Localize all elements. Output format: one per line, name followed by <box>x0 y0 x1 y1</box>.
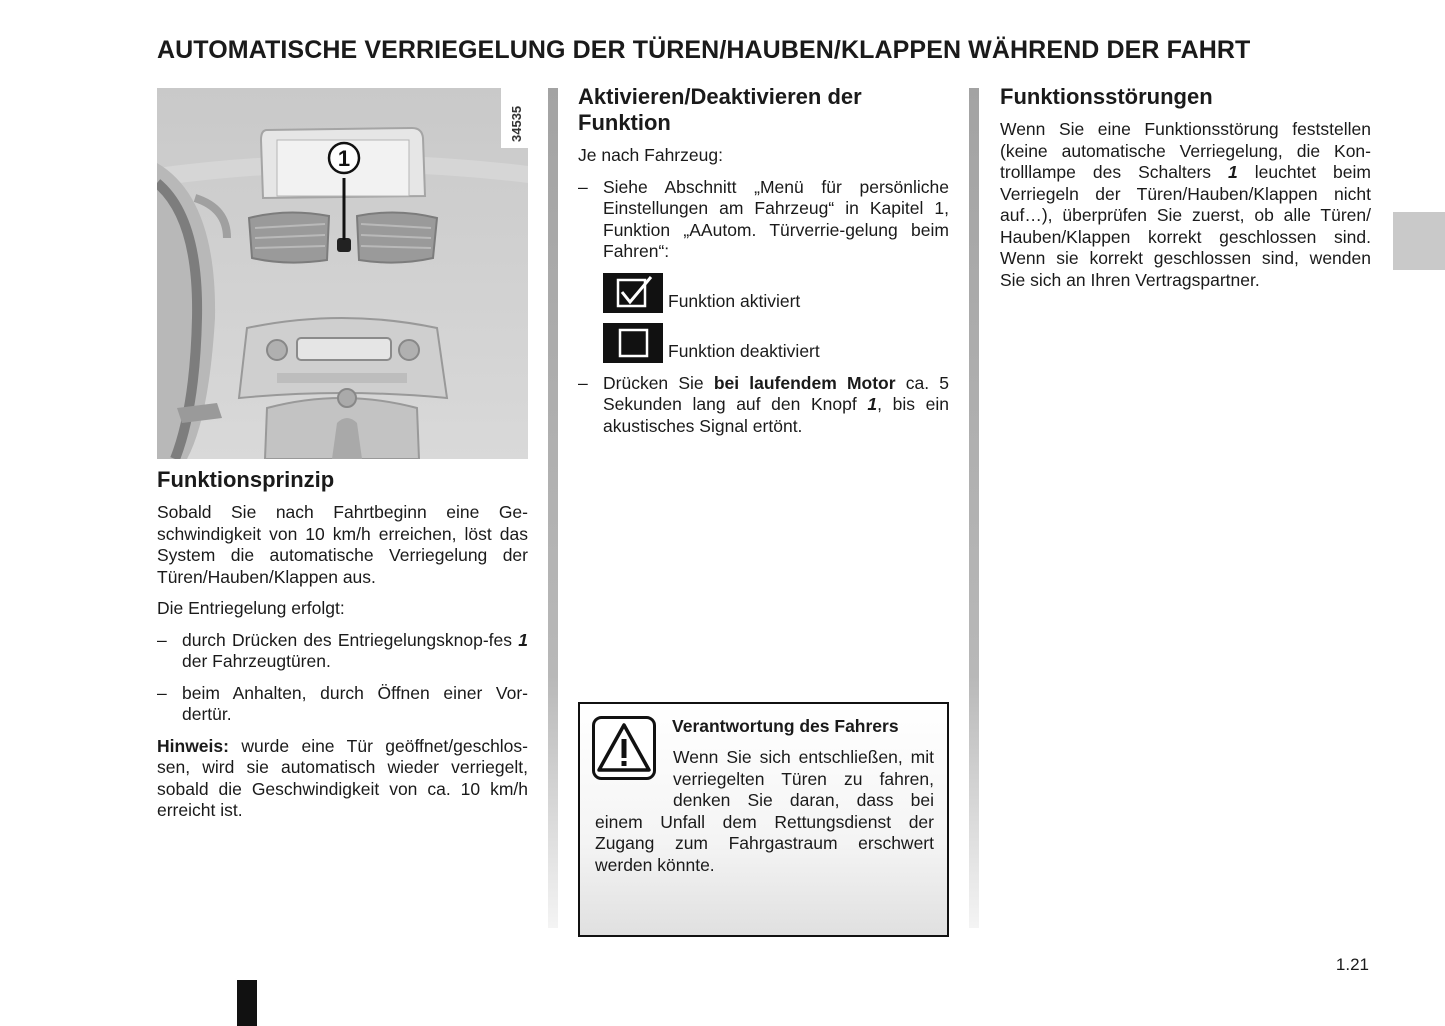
dashboard-illustration <box>157 88 528 459</box>
chapter-tab <box>1393 212 1445 270</box>
list-text: Drücken Sie <box>603 372 714 393</box>
print-mark <box>237 980 257 1026</box>
note-label: Hinweis: <box>157 735 229 756</box>
callout-number: 1 <box>337 146 351 171</box>
warning-text-block <box>595 747 934 876</box>
column-left <box>157 84 528 832</box>
list-text: beim Anhalten, durch Öffnen einer Vor-dertür. <box>182 682 528 724</box>
dashboard-drawing <box>157 88 528 459</box>
status-label: Funktion aktiviert <box>668 291 801 311</box>
note <box>157 736 528 822</box>
list-text: , bis ein akustisches Signal ertönt. <box>603 394 949 436</box>
paragraph <box>1000 119 1371 291</box>
section-heading: Funktionsstörungen <box>1000 84 1213 109</box>
list-item <box>157 683 528 726</box>
checkbox-checked-icon <box>603 273 663 313</box>
list-text: ca. 5 Sekunden lang auf den Knopf <box>603 372 949 414</box>
page-number: 1.21 <box>1335 955 1369 974</box>
warning-text: Wenn Sie sich entschließen, mit verriegelten Türen zu fahren, denken Sie daran, dass bei einem Unfall dem Rettungsdienst der Zugang zum Fahrgastraum erschwert werden könnte. <box>595 747 934 875</box>
figure-code: 34535 <box>509 105 524 142</box>
section-heading: Funktionsprinzip <box>157 467 335 492</box>
checkbox-empty-icon <box>603 323 663 363</box>
list-text: Siehe Abschnitt „Menü für persönliche Einstellungen am Fahrzeug“ in Kapitel 1, Funktion „AAutom. Türverrie-gelung beim Fahren“: <box>603 176 949 261</box>
warning-box <box>578 702 949 937</box>
paragraph-text: Wenn Sie eine Funktionsstörung feststellen (keine automatische Verriegelung, die Kon-trolllampe des Schalters <box>1000 119 1371 182</box>
paragraph-text: leuchtet beim Verriegeln der Türen/Hauben/Klappen nicht auf…), überprüfen Sie zuerst, ob alle Türen/ Hauben/Klappen korrekt geschlossen sind. Wenn sie korrekt geschlossen sind, wenden Sie sich an Ihren Vertragspartner. <box>1000 162 1371 290</box>
status-label: Funktion deaktiviert <box>668 341 820 361</box>
list-item <box>157 630 528 673</box>
list-text: der Fahrzeugtüren. <box>182 651 331 671</box>
column-divider <box>548 88 558 928</box>
emphasis: bei laufendem Motor <box>713 372 896 393</box>
paragraph: Sobald Sie nach Fahrtbeginn eine Ge-schwindigkeit von 10 km/h erreichen, löst das System die automatische Verriegelung der Türen/Hauben/Klappen aus. <box>157 502 528 587</box>
list-text: durch Drücken des Entriegelungsknop-fes <box>182 629 519 650</box>
paragraph: Die Entriegelung erfolgt: <box>157 598 345 618</box>
status-activated <box>603 273 949 313</box>
dash: – <box>157 682 167 703</box>
note-text: wurde eine Tür geöffnet/geschlos-sen, wird sie automatisch wieder verriegelt, sobald die Geschwindigkeit von ca. 10 km/h erreicht ist. <box>157 735 528 820</box>
status-deactivated <box>603 323 949 363</box>
ref-number: 1 <box>518 629 528 650</box>
list-item <box>578 373 949 438</box>
dash: – <box>157 629 167 650</box>
column-right <box>1000 84 1371 291</box>
page-title: AUTOMATISCHE VERRIEGELUNG DER TÜREN/HAUBEN/KLAPPEN WÄHREND DER FAHRT <box>157 36 1251 64</box>
dash: – <box>578 372 588 393</box>
paragraph: Je nach Fahrzeug: <box>578 145 723 165</box>
list-item <box>578 177 949 263</box>
column-divider <box>969 88 979 928</box>
warning-title: Verantwortung des Fahrers <box>672 716 899 736</box>
section-heading: Aktivieren/Deaktivieren der Funktion <box>578 84 862 135</box>
ref-number: 1 <box>867 394 878 414</box>
ref-number: 1 <box>1228 162 1238 182</box>
dash: – <box>578 176 588 197</box>
column-middle <box>578 84 949 447</box>
